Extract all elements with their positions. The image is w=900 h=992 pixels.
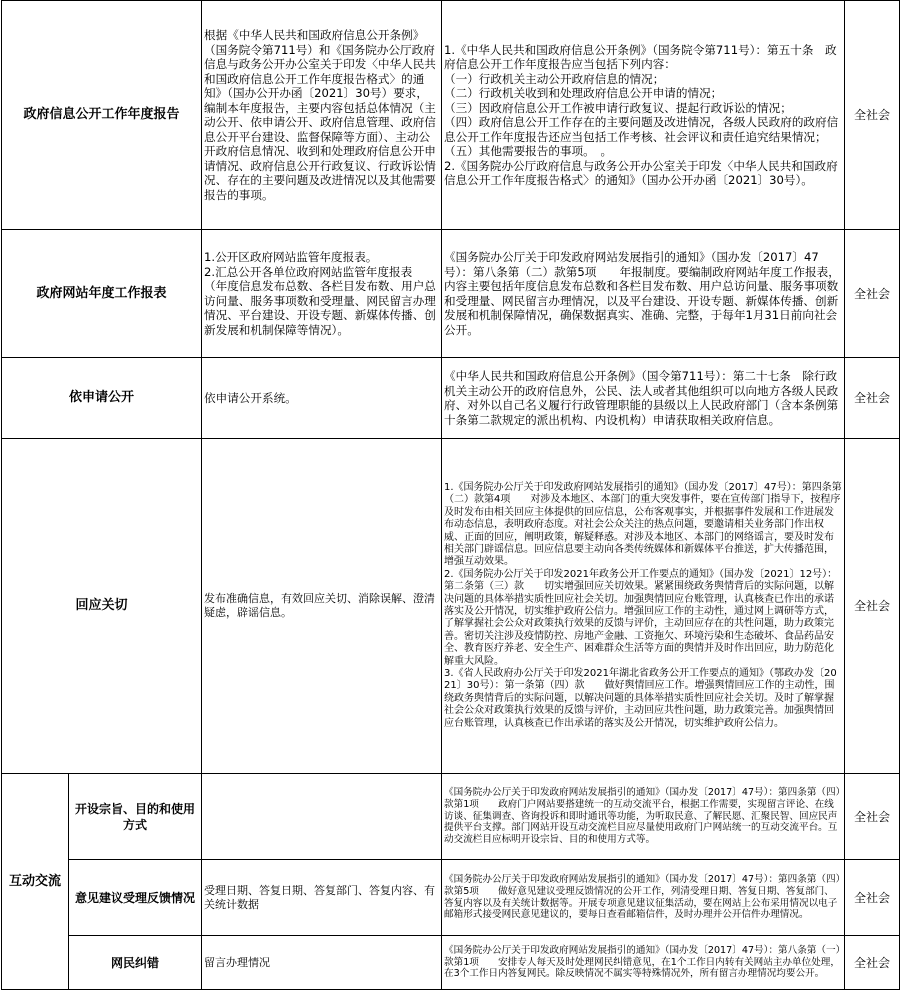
basis-cell — [442, 439, 845, 774]
scope-cell: 全社会 — [845, 358, 900, 439]
content-cell: 根据《中华人民共和国政府信息公开条例》（国务院令第711号）和《国务院办公厅政府信息与政务公开办公室关于印发〈中华人民共和国政府信息公开工作年度报告格式〉的通知》（国办公开办函〔2021〕30号）要求，编制本年度报告，主要内容包括总体情况（主动公开、依申请公开、政府信息管理、政府信息公开平台建设、监督保障等方面）、主动公开政府信息情况、收到和处理政府信息公开申请情况、政府信息公开行政复议、行政诉讼情况、存在的主要问题及改进情况以及其他需要报告的事项。 — [202, 1, 442, 230]
basis-cell: 《国务院办公厅关于印发政府网站发展指引的通知》（国办发〔2017〕47号）：第八条第（二）款第5项 年报制度。要编制政府网站年度工作报表，内容主要包括年度信息发布总数和各栏目发布数、用户总访问量、服务事项数和受理量、网民留言办理情况，以及平台建设、开设专题、新媒体传播、创新发展和机制保障情况，确保数据真实、准确、完整，于每年1月31日前向社会公开。 — [442, 230, 845, 358]
table-row — [2, 1, 900, 230]
table-row — [2, 439, 900, 774]
scope-cell: 全社会 — [845, 439, 900, 774]
table-row — [2, 860, 900, 936]
basis-line: 2.《国务院办公厅政府信息与政务公开办公室关于印发〈中华人民共和国政府信息公开工作年度报告格式〉的通知》（国办公开办函〔2021〕30号）。 — [444, 158, 838, 187]
basis-line: （五）其他需要报告的事项。 。 — [444, 144, 613, 158]
table-row — [2, 774, 900, 860]
basis-cell: 《国务院办公厅关于印发政府网站发展指引的通知》（国办发〔2017〕47号）：第四条第（四）款第5项 做好意见建议受理反馈情况的公开工作，列清受理日期、答复日期、答复部门、答复内容以及有关统计数据等。开展专项意见建议征集活动，要在网站上公布采用情况以电子邮箱形式接受网民意见建议的，要每日查看邮箱信件，及时办理并公开信件办理情况。 — [442, 860, 845, 936]
scope-cell: 全社会 — [845, 1, 900, 230]
basis-line: （四）政府信息公开工作存在的主要问题及改进情况，各级人民政府的政府信息公开工作年度报告还应当包括工作考核、社会评议和责任追究结果情况； — [444, 115, 839, 144]
table-row — [2, 358, 900, 439]
category-website-report: 政府网站年度工作报表 — [2, 230, 202, 358]
content-line: 2.汇总公开各单位政府网站监管年度报表 — [204, 264, 413, 279]
basis-line: （二）行政机关收到和处理政府信息公开申请的情况； — [444, 86, 723, 100]
scope-cell: 全社会 — [845, 230, 900, 358]
content-cell: 受理日期、答复日期、答复部门、答复内容、有关统计数据 — [202, 860, 442, 936]
disclosure-table — [1, 0, 900, 990]
basis-cell: 《中华人民共和国政府信息公开条例》（国令第711号）：第二十七条 除行政机关主动公开的政府信息外，公民、法人或者其他组织可以向地方各级人民政府、对外以自己名义履行行政管理职能的县级以上人民政府部门（含本条例第十条第二款规定的派出机构、内设机构）申请获取相关政府信息。 — [442, 358, 845, 439]
content-cell — [202, 774, 442, 860]
subcategory-error-report: 网民纠错 — [69, 936, 202, 990]
subcategory-feedback: 意见建议受理反馈情况 — [69, 860, 202, 936]
category-annual-report: 政府信息公开工作年度报告 — [2, 1, 202, 230]
scope-cell: 全社会 — [845, 774, 900, 860]
basis-line: 2.《国务院办公厅关于印发2021年政务公开工作要点的通知》（国办发〔2021〕12号）：第二条第（三）款 切实增强回应关切效果。紧紧围绕政务舆情背后的实际问题，以解决问题的具体举措实质性回应社会关切。加强舆情回应台账管理，认真核查已作出的承诺落实及公开情况，切实维护政府公信力。增强回应工作的主动性，通过网上调研等方式，了解掌握社会公众对政策执行效果的反馈与评价，主动回应存在的共性问题，助力政策完善。密切关注涉及疫情防控、房地产金融、工资拖欠、环境污染和生态破坏、食品药品安全、教育医疗养老、安全生产、困难群众生活等方面的舆情并及时作出回应，助力防范化解重大风险。 — [444, 568, 838, 667]
category-respond-concerns: 回应关切 — [2, 439, 202, 774]
basis-line: （一）行政机关主动公开政府信息的情况； — [444, 71, 665, 86]
scope-cell: 全社会 — [845, 860, 900, 936]
table-row — [2, 936, 900, 990]
content-line: （年度信息发布总数、各栏目发布数、用户总访问量、服务事项数和受理量、网民留言办理情况、平台建设、开设专题、新媒体传播、创新发展和机制保障等情况）。 — [204, 279, 436, 337]
basis-line: （三）因政府信息公开工作被申请行政复议、提起行政诉讼的情况； — [444, 100, 792, 115]
basis-cell: 《国务院办公厅关于印发政府网站发展指引的通知》（国办发〔2017〕47号）：第四条第（四）款第1项 政府门户网站要搭建统一的互动交流平台，根据工作需要，实现留言评论、在线访谈、征集调查、咨询投诉和即时通讯等功能，为听取民意、了解民愿、汇聚民智、回应民声提供平台支撑。部门网站开设互动交流栏目应尽量使用政府门户网站统一的互动交流平台。互动交流栏目应标明开设宗旨、目的和使用方式等。 — [442, 774, 845, 860]
subcategory-purpose: 开设宗旨、目的和使用方式 — [69, 774, 202, 860]
content-cell: 发布准确信息，有效回应关切、消除误解、澄清疑虑，辟谣信息。 — [202, 439, 442, 774]
content-cell — [202, 230, 442, 358]
basis-cell: 《国务院办公厅关于印发政府网站发展指引的通知》（国办发〔2017〕47号）：第八条第（一）款第1项 安排专人每天及时处理网民纠错意见，在1个工作日内转有关网站主办单位处理，在3个工作日内答复网民。除反映情况不属实等特殊情况外，所有留言办理情况均要公开。 — [442, 936, 845, 990]
basis-line: 3.《省人民政府办公厅关于印发2021年湖北省政务公开工作要点的通知》（鄂政办发〔2021〕30号）：第一条第（四）款 做好舆情回应工作。增强舆情回应工作的主动性，围绕政务舆情背后的实际问题，以解决问题的具体举措实质性回应社会关切。及时了解掌握社会公众对政策执行效果的反馈与评价，主动回应共性问题，助力政策完善。加强舆情回应台账管理，认真核查已作出承诺的落实及公开情况，切实维护政府公信力。 — [444, 668, 837, 729]
category-apply-disclosure: 依申请公开 — [2, 358, 202, 439]
content-cell: 留言办理情况 — [202, 936, 442, 990]
category-interaction: 互动交流 — [2, 774, 69, 990]
basis-cell — [442, 1, 845, 230]
basis-line: 1.《国务院办公厅关于印发政府网站发展指引的通知》（国办发〔2017〕47号）：第四条第（二）款第4项 对涉及本地区、本部门的重大突发事件，要在宣传部门指导下，按程序及时发布由相关回应主体提供的回应信息，公布客观事实，并根据事件发展和工作进展发布动态信息，表明政府态度。对社会公众关注的热点问题，要邀请相关业务部门作出权威、正面的回应，阐明政策，解疑释惑。对涉及本地区、本部门的网络谣言，要及时发布相关部门辟谣信息。回应信息要主动向各类传统媒体和新媒体平台推送，扩大传播范围，增强互动效果。 — [444, 481, 842, 568]
table-row — [2, 230, 900, 358]
content-cell: 依申请公开系统。 — [202, 358, 442, 439]
content-line: 1.公开区政府网站监管年度报表。 — [204, 250, 378, 264]
scope-cell: 全社会 — [845, 936, 900, 990]
basis-line: 1.《中华人民共和国政府信息公开条例》（国务院令第711号）：第五十条 政府信息公开工作年度报告应当包括下列内容： — [444, 42, 837, 71]
